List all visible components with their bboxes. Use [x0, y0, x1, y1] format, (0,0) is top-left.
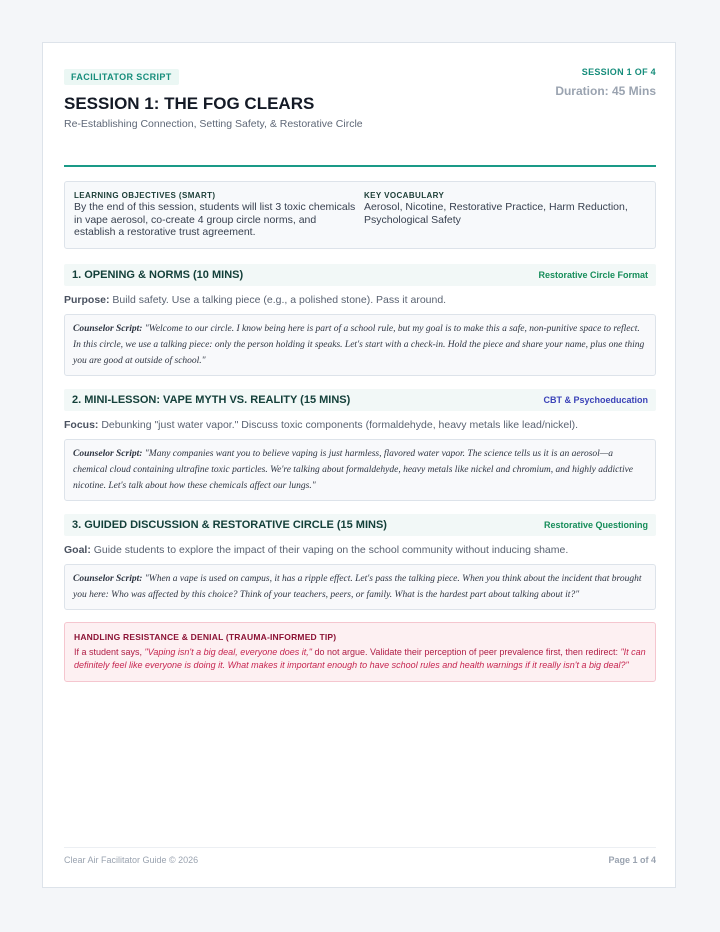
resistance-tip-box: [64, 622, 656, 682]
lead-label: Goal:: [64, 544, 91, 556]
facilitator-badge: FACILITATOR SCRIPT: [64, 69, 179, 85]
script-label: Counselor Script:: [73, 574, 143, 584]
objectives-text: By the end of this session, students will list 3 toxic chemicals in vape aerosol, co-create 4 group circle norms, and establish a restorative trust agreement.: [74, 201, 356, 238]
learning-objectives: [74, 191, 356, 239]
lead-label: Purpose:: [64, 294, 110, 306]
tip-text-part: If a student says,: [74, 647, 145, 657]
section-header: [64, 514, 656, 536]
page-header: [64, 65, 656, 167]
document-page: [42, 42, 676, 888]
lead-text: Debunking "just water vapor." Discuss toxic components (formaldehyde, heavy metals like lead/nickel).: [98, 419, 579, 431]
key-vocabulary: [356, 191, 646, 239]
section-mini-lesson: [64, 389, 656, 501]
script-text: "Many companies want you to believe vaping is just harmless, flavored water vapor. The science tells us it is an aerosol—a chemical cloud containing ultrafine toxic particles. We're talking about formaldehyde, heavy metals like nickel and chromium, and highly addictive nicotine. Let's talk about how these chemicals affect our lungs.": [73, 449, 634, 491]
vocabulary-label: KEY VOCABULARY: [364, 191, 445, 200]
section-guided-discussion: [64, 514, 656, 610]
script-label: Counselor Script:: [73, 324, 143, 334]
lead-label: Focus:: [64, 419, 99, 431]
session-duration: Duration: 45 Mins: [555, 84, 656, 98]
vocabulary-text: Aerosol, Nicotine, Restorative Practice, Harm Reduction, Psychological Safety: [364, 201, 628, 226]
section-header: [64, 389, 656, 411]
tip-text-part: do not argue. Validate their perception of peer prevalence first, then redirect:: [311, 647, 621, 657]
section-tag: CBT & Psychoeducation: [543, 395, 648, 405]
objectives-label: LEARNING OBJECTIVES (SMART): [74, 191, 216, 200]
page-content: [64, 43, 656, 682]
script-label: Counselor Script:: [73, 449, 143, 459]
tip-title: HANDLING RESISTANCE & DENIAL (TRAUMA-INFORMED TIP): [74, 632, 337, 642]
script-text: "Welcome to our circle. I know being here is part of a school rule, but my goal is to make this a safe, non-punitive space to reflect. In this circle, we use a talking piece: only the person holding it speaks. Let's start with a check-in. Hold the piece and share your name, plus one thing you are good at outside of school.": [73, 324, 645, 366]
tip-quote: "Vaping isn't a big deal, everyone does it,": [144, 647, 312, 657]
section-tag: Restorative Circle Format: [538, 270, 648, 280]
section-title: 3. GUIDED DISCUSSION & RESTORATIVE CIRCLE (15 MINS): [72, 519, 387, 531]
counselor-script-box: [64, 314, 656, 376]
tip-quote: "It can definitely feel like everyone is doing it. What makes it important enough to have school rules and health warnings if it really isn't a big deal?": [74, 647, 646, 670]
page-number: Page 1 of 4: [608, 855, 656, 865]
section-title: 1. OPENING & NORMS (10 MINS): [72, 269, 244, 281]
footer-copyright: Clear Air Facilitator Guide © 2026: [64, 855, 199, 865]
section-tag: Restorative Questioning: [543, 520, 648, 530]
script-text: "When a vape is used on campus, it has a ripple effect. Let's pass the talking piece. When you think about the incident that brought you here: Who was affected by this choice? Think of your teachers, peers, or family. What is the hardest part about talking about it?": [73, 574, 642, 600]
page-title: SESSION 1: THE FOG CLEARS: [64, 94, 315, 113]
section-focus: [64, 419, 656, 431]
section-purpose: [64, 294, 656, 306]
page-subtitle: Re-Establishing Connection, Setting Safety, & Restorative Circle: [64, 118, 363, 130]
counselor-script-box: [64, 564, 656, 610]
tip-text: [74, 646, 646, 672]
section-header: [64, 264, 656, 286]
section-opening-norms: [64, 264, 656, 376]
counselor-script-box: [64, 439, 656, 501]
lead-text: Build safety. Use a talking piece (e.g., a polished stone). Pass it around.: [109, 294, 447, 306]
section-goal: [64, 544, 656, 556]
lead-text: Guide students to explore the impact of their vaping on the school community without inducing shame.: [90, 544, 569, 556]
session-counter: SESSION 1 OF 4: [581, 67, 656, 77]
page-footer: [64, 847, 656, 865]
section-title: 2. MINI-LESSON: VAPE MYTH VS. REALITY (15 MINS): [72, 394, 351, 406]
objectives-box: [64, 181, 656, 249]
